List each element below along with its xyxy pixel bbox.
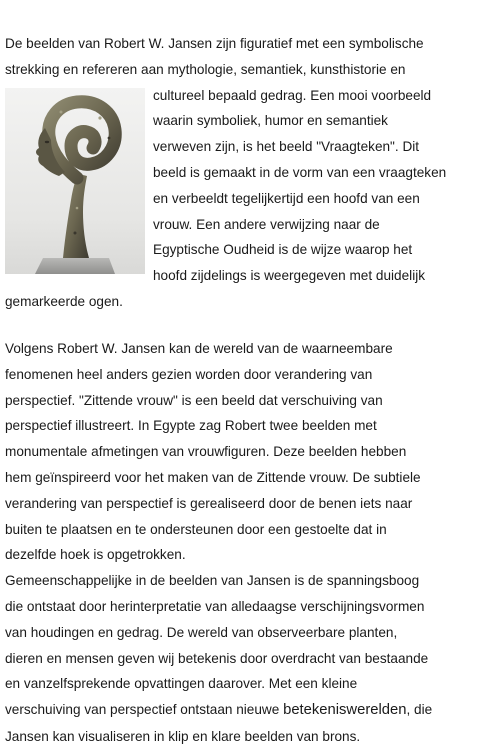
text-line: De beelden van Robert W. Jansen zijn figuratief met een symbolische — [5, 36, 424, 51]
sculpture-stem — [63, 174, 89, 258]
text-fragment: verschuiving van perspectief ontstaan nieuwe — [5, 702, 284, 718]
text-line: en vanzelfsprekende opvattingen daarover. Met een kleine — [5, 676, 358, 692]
question-mark-sculpture-graphic — [5, 88, 145, 274]
text-line: hoofd zijdelings is weergegeven met duidelijk — [153, 268, 426, 284]
sculpture-eye — [45, 141, 49, 143]
text-line: strekking en refereren aan mythologie, semantiek, kunsthistorie en — [5, 61, 406, 77]
text-line: die ontstaat door herinterpretatie van alledaagse verschijningsvormen — [5, 598, 425, 614]
text-line: gemarkeerde ogen. — [5, 293, 123, 309]
text-line: buiten te plaatsen en te ondersteunen door een gestoelte dat in — [5, 521, 387, 537]
text-line: van houdingen en gedrag. De wereld van observeerbare planten, — [5, 624, 398, 640]
article-paragraph-2 — [5, 336, 479, 750]
emphasized-word: betekeniswerelden — [283, 702, 407, 719]
text-line: waarin symboliek, humor en semantiek — [153, 113, 388, 129]
text-line: beeld is gemaakt in de vorm van een vraagteken — [153, 164, 447, 180]
text-line: cultureel bepaald gedrag. Een mooi voorbeeld — [153, 87, 432, 103]
text-line: vrouw. Een andere verwijzing naar de — [153, 216, 380, 232]
text-line: verweven zijn, is het beeld "Vraagteken". Dit — [153, 139, 420, 155]
text-line: Volgens Robert W. Jansen kan de wereld van de waarneembare — [5, 341, 393, 356]
text-line: en verbeeldt tegelijkertijd een hoofd van een — [153, 190, 420, 206]
text-line — [5, 697, 479, 724]
text-line: perspectief illustreert. In Egypte zag Robert twee beelden met — [5, 418, 377, 434]
text-fragment: , die — [406, 702, 433, 718]
text-line: hem geïnspireerd voor het maken van de Zittende vrouw. De subtiele — [5, 469, 421, 485]
sculpture-image — [5, 88, 145, 274]
text-line: dezelfde hoek is opgetrokken. — [5, 547, 186, 563]
text-line: verandering van perspectief is gerealiseerd door de benen iets naar — [5, 495, 413, 511]
pedestal-shape — [35, 258, 115, 274]
text-line: Egyptische Oudheid is de wijze waarop het — [153, 242, 413, 258]
text-line: perspectief. "Zittende vrouw" is een beeld dat verschuiving van — [5, 392, 383, 408]
text-line: dieren en mensen geven wij betekenis door overdracht van bestaande — [5, 650, 429, 666]
text-line: Gemeenschappelijke in de beelden van Jansen is de spanningsboog — [5, 573, 420, 589]
text-line: monumentale afmetingen van vrouwfiguren. Deze beelden hebben — [5, 444, 407, 460]
text-line: Jansen kan visualiseren in klip en klare beelden van brons. — [5, 728, 361, 744]
text-line: fenomenen heel anders gezien worden door verandering van — [5, 366, 373, 382]
